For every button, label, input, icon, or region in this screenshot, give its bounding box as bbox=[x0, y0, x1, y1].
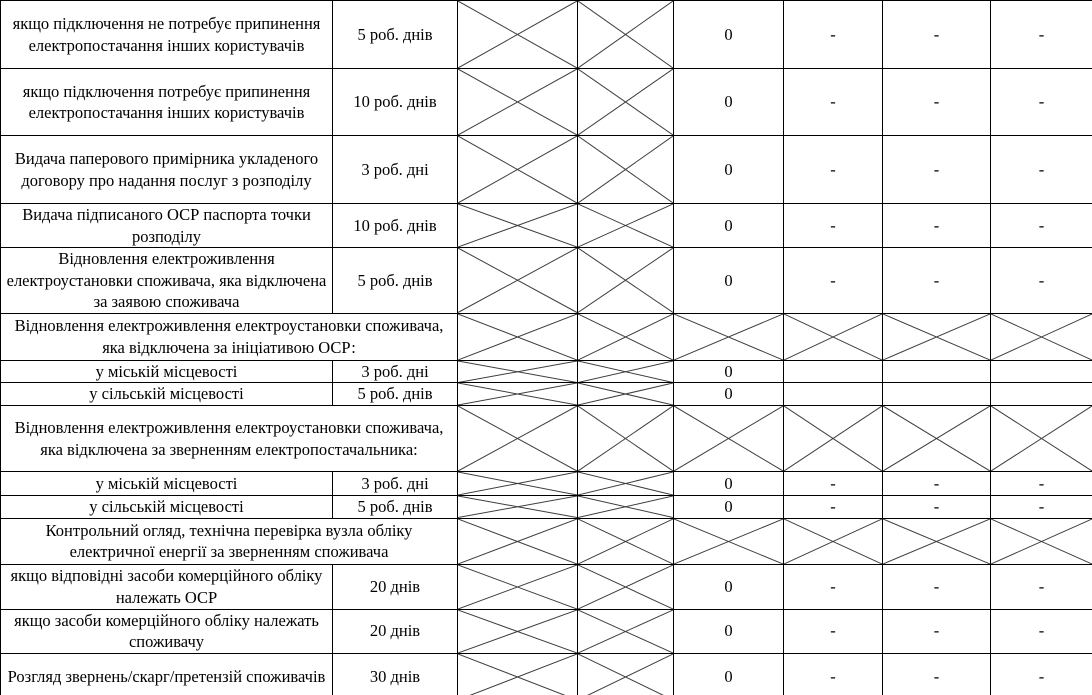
table-row bbox=[1, 472, 1092, 496]
table-row bbox=[1, 360, 1092, 383]
section-row bbox=[1, 518, 1092, 564]
value-cell: 0 bbox=[674, 360, 784, 383]
value-cell: - bbox=[883, 564, 991, 609]
row-label: Видача паперового примірника укладеного договору про надання послуг з розподілу bbox=[1, 136, 333, 204]
crossed-cell bbox=[458, 360, 578, 383]
row-label: у міській місцевості bbox=[1, 360, 333, 383]
crossed-cell bbox=[458, 406, 578, 472]
value-cell: 0 bbox=[674, 1, 784, 69]
value-cell: 0 bbox=[674, 496, 784, 519]
section-row-label: Відновлення електроживлення електроустановки споживача, яка відключена за ініціативою ОСР: bbox=[1, 313, 458, 360]
value-cell: - bbox=[991, 204, 1092, 248]
value-cell: 0 bbox=[674, 653, 784, 695]
row-label: у сільській місцевості bbox=[1, 383, 333, 406]
value-cell: 0 bbox=[674, 472, 784, 496]
empty-cell bbox=[991, 360, 1092, 383]
table-row bbox=[1, 653, 1092, 695]
crossed-cell bbox=[458, 564, 578, 609]
term-cell: 10 роб. днів bbox=[333, 69, 458, 136]
crossed-cell bbox=[883, 313, 991, 360]
crossed-cell bbox=[674, 518, 784, 564]
crossed-cell bbox=[578, 360, 674, 383]
crossed-cell bbox=[458, 204, 578, 248]
table-row bbox=[1, 564, 1092, 609]
empty-cell bbox=[883, 360, 991, 383]
value-cell: 0 bbox=[674, 136, 784, 204]
crossed-cell bbox=[883, 406, 991, 472]
row-label: Відновлення електроживлення електроустановки споживача, яка відключена за заявою споживача bbox=[1, 248, 333, 314]
section-row-label: Контрольний огляд, технічна перевірка вузла обліку електричної енергії за зверненням споживача bbox=[1, 518, 458, 564]
crossed-cell bbox=[883, 518, 991, 564]
row-label: якщо підключення потребує припинення електропостачання інших користувачів bbox=[1, 69, 333, 136]
crossed-cell bbox=[578, 136, 674, 204]
value-cell: - bbox=[991, 653, 1092, 695]
crossed-cell bbox=[578, 609, 674, 653]
table-row bbox=[1, 69, 1092, 136]
table-row bbox=[1, 204, 1092, 248]
crossed-cell bbox=[578, 496, 674, 519]
table-row bbox=[1, 609, 1092, 653]
crossed-cell bbox=[458, 609, 578, 653]
row-label: у сільській місцевості bbox=[1, 496, 333, 519]
row-label: якщо відповідні засоби комерційного обліку належать ОСР bbox=[1, 564, 333, 609]
term-cell: 20 днів bbox=[333, 564, 458, 609]
value-cell: - bbox=[883, 1, 991, 69]
crossed-cell bbox=[578, 406, 674, 472]
value-cell: 0 bbox=[674, 69, 784, 136]
value-cell: 0 bbox=[674, 204, 784, 248]
empty-cell bbox=[991, 383, 1092, 406]
term-cell: 3 роб. дні bbox=[333, 472, 458, 496]
value-cell: - bbox=[991, 248, 1092, 314]
crossed-cell bbox=[458, 1, 578, 69]
table-row bbox=[1, 496, 1092, 519]
value-cell: - bbox=[784, 472, 883, 496]
value-cell: - bbox=[784, 653, 883, 695]
crossed-cell bbox=[578, 653, 674, 695]
value-cell: - bbox=[991, 564, 1092, 609]
crossed-cell bbox=[578, 204, 674, 248]
value-cell: 0 bbox=[674, 248, 784, 314]
empty-cell bbox=[784, 360, 883, 383]
value-cell: - bbox=[883, 472, 991, 496]
value-cell: 0 bbox=[674, 609, 784, 653]
value-cell: - bbox=[991, 609, 1092, 653]
crossed-cell bbox=[784, 406, 883, 472]
value-cell: 0 bbox=[674, 564, 784, 609]
term-cell: 20 днів bbox=[333, 609, 458, 653]
value-cell: - bbox=[784, 248, 883, 314]
value-cell: - bbox=[784, 564, 883, 609]
term-cell: 3 роб. дні bbox=[333, 136, 458, 204]
crossed-cell bbox=[458, 69, 578, 136]
term-cell: 10 роб. днів bbox=[333, 204, 458, 248]
value-cell: - bbox=[883, 136, 991, 204]
section-row bbox=[1, 313, 1092, 360]
crossed-cell bbox=[578, 383, 674, 406]
value-cell: - bbox=[991, 1, 1092, 69]
value-cell: - bbox=[784, 136, 883, 204]
term-cell: 5 роб. днів bbox=[333, 1, 458, 69]
crossed-cell bbox=[458, 472, 578, 496]
empty-cell bbox=[883, 383, 991, 406]
table-body bbox=[1, 1, 1092, 695]
crossed-cell bbox=[578, 248, 674, 314]
crossed-cell bbox=[458, 136, 578, 204]
crossed-cell bbox=[784, 313, 883, 360]
value-cell: - bbox=[883, 609, 991, 653]
table-row bbox=[1, 1, 1092, 69]
value-cell: - bbox=[784, 496, 883, 519]
crossed-cell bbox=[458, 248, 578, 314]
value-cell: - bbox=[784, 204, 883, 248]
crossed-cell bbox=[991, 406, 1092, 472]
row-label: якщо підключення не потребує припинення електропостачання інших користувачів bbox=[1, 1, 333, 69]
value-cell: - bbox=[991, 69, 1092, 136]
section-row bbox=[1, 406, 1092, 472]
crossed-cell bbox=[674, 406, 784, 472]
row-label: Розгляд звернень/скарг/претензій споживачів bbox=[1, 653, 333, 695]
section-row-label: Відновлення електроживлення електроустановки споживача, яка відключена за зверненням електропостачальника: bbox=[1, 406, 458, 472]
crossed-cell bbox=[784, 518, 883, 564]
crossed-cell bbox=[578, 1, 674, 69]
crossed-cell bbox=[458, 313, 578, 360]
row-label: у міській місцевості bbox=[1, 472, 333, 496]
value-cell: - bbox=[883, 496, 991, 519]
value-cell: - bbox=[991, 472, 1092, 496]
value-cell: - bbox=[784, 609, 883, 653]
value-cell: - bbox=[883, 248, 991, 314]
crossed-cell bbox=[578, 69, 674, 136]
term-cell: 5 роб. днів bbox=[333, 496, 458, 519]
term-cell: 5 роб. днів bbox=[333, 248, 458, 314]
crossed-cell bbox=[578, 313, 674, 360]
empty-cell bbox=[784, 383, 883, 406]
table-row bbox=[1, 248, 1092, 314]
table-row bbox=[1, 383, 1092, 406]
crossed-cell bbox=[674, 313, 784, 360]
value-cell: - bbox=[991, 496, 1092, 519]
value-cell: - bbox=[784, 69, 883, 136]
crossed-cell bbox=[578, 472, 674, 496]
crossed-cell bbox=[458, 518, 578, 564]
term-cell: 3 роб. дні bbox=[333, 360, 458, 383]
value-cell: - bbox=[883, 653, 991, 695]
value-cell: - bbox=[784, 1, 883, 69]
term-cell: 30 днів bbox=[333, 653, 458, 695]
row-label: Видача підписаного ОСР паспорта точки розподілу bbox=[1, 204, 333, 248]
crossed-cell bbox=[578, 518, 674, 564]
term-cell: 5 роб. днів bbox=[333, 383, 458, 406]
row-label: якщо засоби комерційного обліку належать споживачу bbox=[1, 609, 333, 653]
crossed-cell bbox=[458, 383, 578, 406]
value-cell: 0 bbox=[674, 383, 784, 406]
value-cell: - bbox=[883, 204, 991, 248]
value-cell: - bbox=[883, 69, 991, 136]
crossed-cell bbox=[458, 653, 578, 695]
crossed-cell bbox=[991, 313, 1092, 360]
crossed-cell bbox=[991, 518, 1092, 564]
table-row bbox=[1, 136, 1092, 204]
crossed-cell bbox=[458, 496, 578, 519]
value-cell: - bbox=[991, 136, 1092, 204]
crossed-cell bbox=[578, 564, 674, 609]
